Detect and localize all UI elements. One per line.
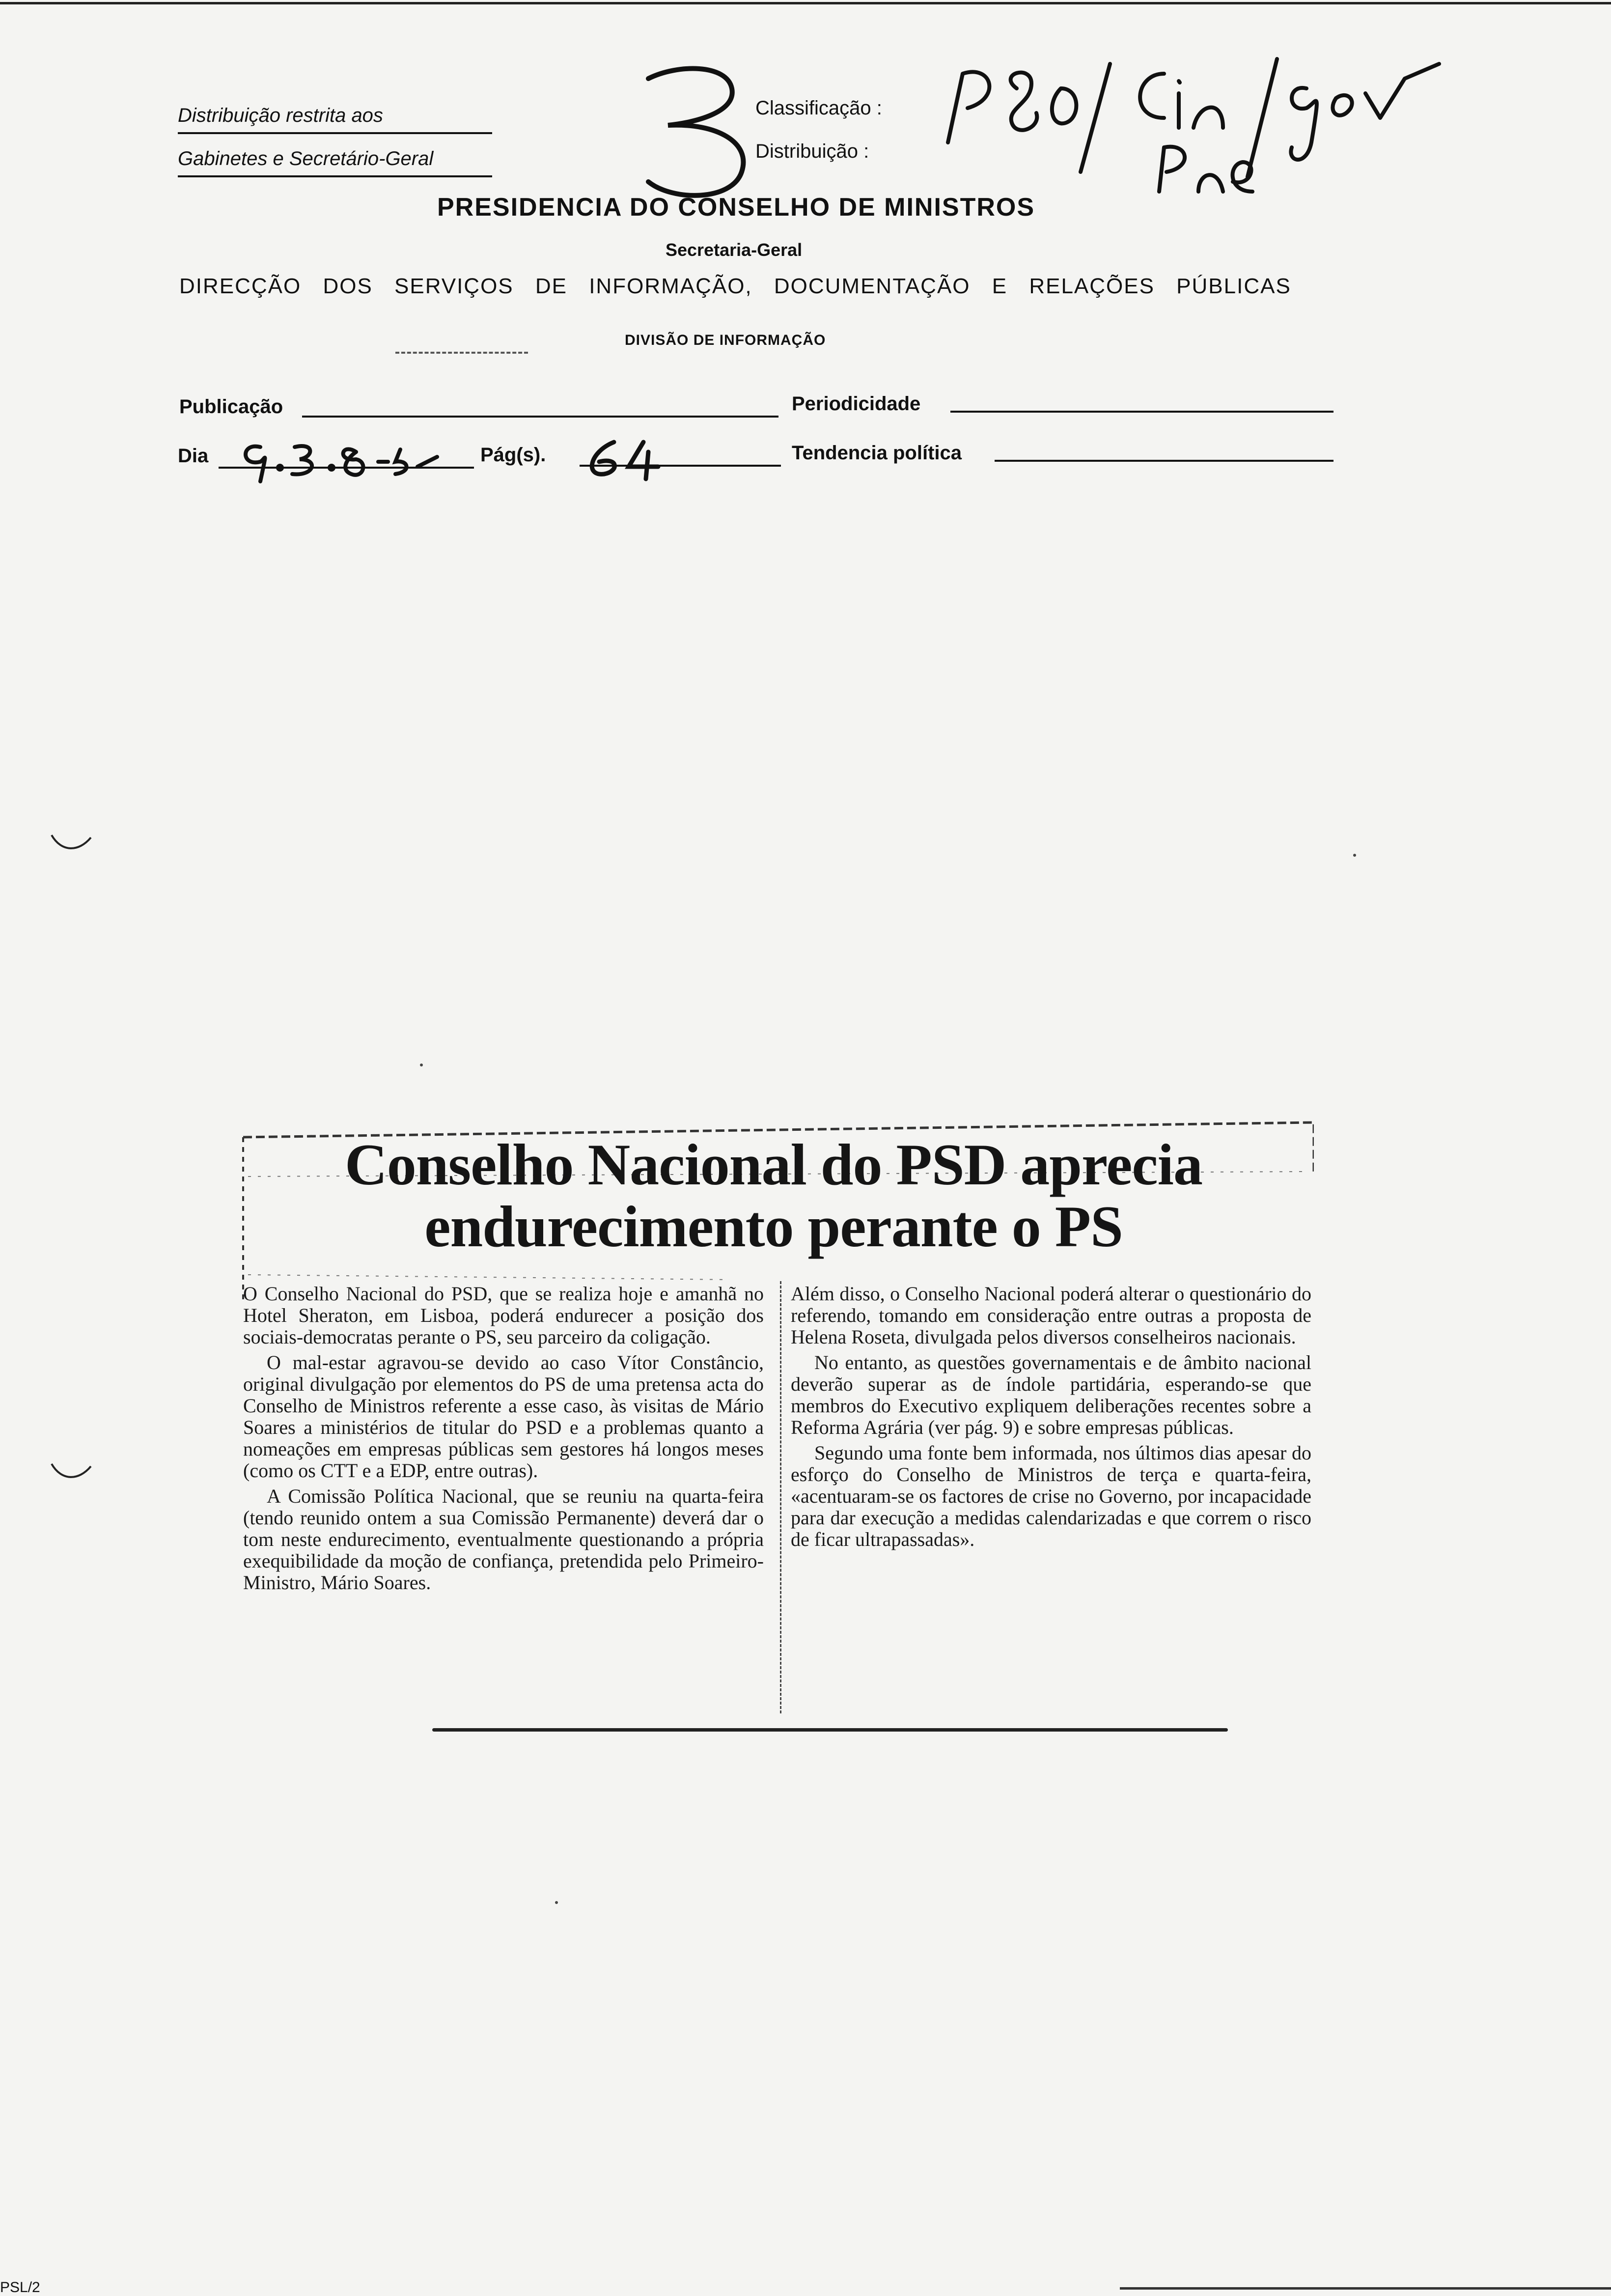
classification-block (755, 98, 882, 185)
article-column-2 (791, 1283, 1311, 1554)
publicacao-field-line (302, 416, 778, 418)
col2-paragraph-3: Segundo uma fonte bem informada, nos últimos dias apesar do esforço do Conselho de Ministros de terça e quarta-feira, «acentuaram-se os factores de crise no Governo, por incapacidade para dar execução a medidas calendarizadas e que correm o risco de ficar ultrapassadas». (791, 1442, 1311, 1550)
col2-paragraph-1: Além disso, o Conselho Nacional poderá alterar o questionário do referendo, tomando em consideração entre outras a proposta de Helena Roseta, divulgada pelos diversos conselheiros nacionais. (791, 1283, 1311, 1348)
punch-hole-mark (49, 833, 93, 852)
footer-code: PSL/2 (0, 2279, 40, 2296)
clipping-underline (432, 1728, 1228, 1732)
dashed-mark (395, 352, 528, 356)
pags-label: Pág(s). (480, 444, 546, 466)
scan-speck (555, 1901, 558, 1904)
dia-field-line (219, 467, 474, 469)
distribution-line-1: Distribuição restrita aos (178, 101, 492, 134)
periodicidade-field-line (950, 411, 1333, 413)
direccao-title: DIRECÇÃO DOS SERVIÇOS DE INFORMAÇÃO, DOCUMENTAÇÃO E RELAÇÕES PÚBLICAS (179, 274, 1291, 298)
article-column-1 (243, 1283, 764, 1597)
tendencia-label: Tendencia política (792, 442, 962, 464)
divisao-title: DIVISÃO DE INFORMAÇÃO (625, 332, 826, 348)
col1-paragraph-1: O Conselho Nacional do PSD, que se realiza hoje e amanhã no Hotel Sheraton, em Lisboa, poderá endurecer a posição dos sociais-democratas perante o PS, seu parceiro da coligação. (243, 1283, 764, 1348)
presidencia-title: PRESIDENCIA DO CONSELHO DE MINISTROS (437, 193, 1035, 222)
periodicidade-label: Periodicidade (792, 393, 921, 415)
tendencia-field-line (995, 460, 1333, 462)
footer-line (1120, 2287, 1611, 2290)
top-border-line (0, 2, 1611, 4)
scan-speck (420, 1064, 423, 1066)
punch-hole-mark (49, 1461, 93, 1481)
article-headline (231, 1134, 1316, 1258)
handwritten-date (231, 432, 442, 486)
handwritten-page (575, 432, 673, 481)
publicacao-label: Publicação (179, 396, 283, 418)
col1-paragraph-2: O mal-estar agravou-se devido ao caso Vítor Constâncio, original divulgação por elementos do PS de uma pretensa acta do Conselho de Ministros referente a esse caso, às visitas de Mário Soares a ministérios de titular do PSD e a problemas quanto a nomeações em empresas públicas sem gestores há longos meses (como os CTT e a EDP, entre outras). (243, 1351, 764, 1482)
handwritten-classification (933, 44, 1449, 206)
distribuicao-label: Distribuição : (755, 140, 869, 162)
dia-label: Dia (178, 445, 209, 467)
column-divider (780, 1281, 781, 1713)
distribution-note (178, 101, 492, 187)
secretaria-subtitle: Secretaria-Geral (666, 240, 803, 260)
headline-line-2: endurecimento perante o PS (424, 1194, 1123, 1259)
scan-speck (1353, 854, 1356, 857)
distribution-line-2: Gabinetes e Secretário-Geral (178, 144, 492, 177)
col2-paragraph-2: No entanto, as questões governamentais e de âmbito nacional deverão superar as de índole partidária, esperando-se que membros do Executivo expliquem deliberações recentes sobre a Reforma Agrária (ver pág. 9) e sobre empresas públicas. (791, 1351, 1311, 1438)
pags-field-line (580, 465, 781, 467)
col1-paragraph-3: A Comissão Política Nacional, que se reuniu na quarta-feira (tendo reunido ontem a sua Comissão Permanente) deverá dar o tom neste endurecimento, eventualmente questionando a própria exequibilidade da moção de confiança, pretendida pelo Primeiro-Ministro, Mário Soares. (243, 1485, 764, 1594)
handwritten-number-3 (634, 59, 761, 206)
classificacao-label: Classificação : (755, 97, 882, 119)
headline-line-1: Conselho Nacional do PSD aprecia (345, 1132, 1202, 1197)
